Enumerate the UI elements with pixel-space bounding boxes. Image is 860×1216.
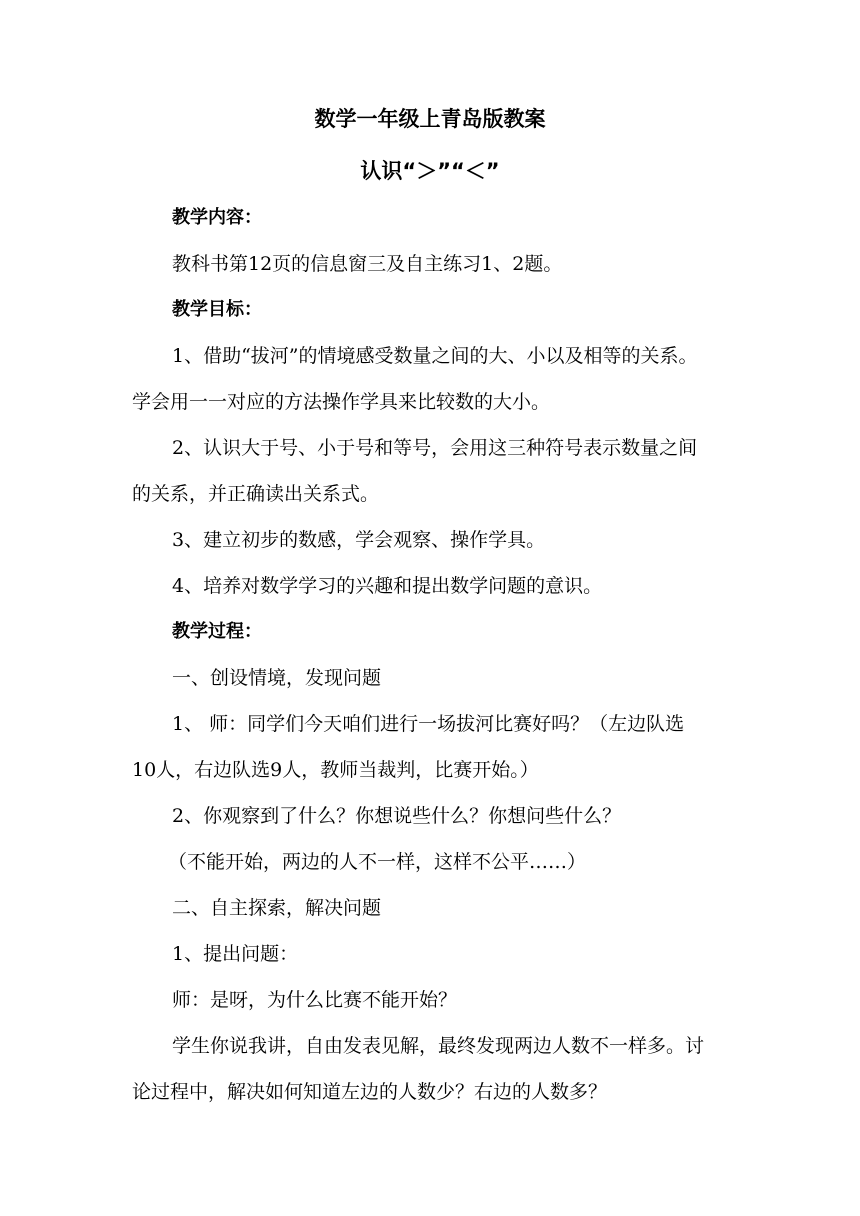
paragraph-line: 学会用一一对应的方法操作学具来比较数的大小。 [132,391,551,413]
paragraph-line: 二、自主探索，解决问题 [172,897,382,919]
paragraph-line: 3、建立初步的数感，学会观察、操作学具。 [172,529,546,551]
paragraph-line: 一、创设情境，发现问题 [172,667,382,689]
paragraph-line: 4、培养对数学学习的兴趣和提出数学问题的意识。 [172,575,603,597]
paragraph-line: 10人，右边队选9人，教师当裁判，比赛开始。） [132,759,539,781]
section-heading-objectives: 教学目标： [172,299,262,320]
paragraph-line: 师：是呀，为什么比赛不能开始？ [172,989,458,1011]
document-title: 数学一年级上青岛版教案 [314,107,546,131]
paragraph-line: 学生你说我讲，自由发表见解，最终发现两边人数不一样多。讨 [172,1035,705,1057]
paragraph-line: 的关系，并正确读出关系式。 [132,483,380,505]
section-heading-content: 教学内容： [172,207,262,228]
paragraph-line: （不能开始，两边的人不一样，这样不公平……） [168,851,587,873]
paragraph-line: 2、你观察到了什么？你想说些什么？你想问些什么？ [172,805,622,827]
paragraph-line: 教科书第12页的信息窗三及自主练习1、2题。 [172,253,563,275]
paragraph-line: 1、提出问题： [172,943,299,965]
document-subtitle: 认识“＞”“＜” [360,159,500,183]
paragraph-line: 论过程中，解决如何知道左边的人数少？右边的人数多？ [132,1081,608,1103]
paragraph-line: 2、认识大于号、小于号和等号，会用这三种符号表示数量之间 [172,437,698,459]
paragraph-line: 1、 师：同学们今天咱们进行一场拔河比赛好吗？（左边队选 [172,713,685,735]
paragraph-line: 1、借助“拔河”的情境感受数量之间的大、小以及相等的关系。 [172,345,698,367]
section-heading-process: 教学过程： [172,621,262,642]
